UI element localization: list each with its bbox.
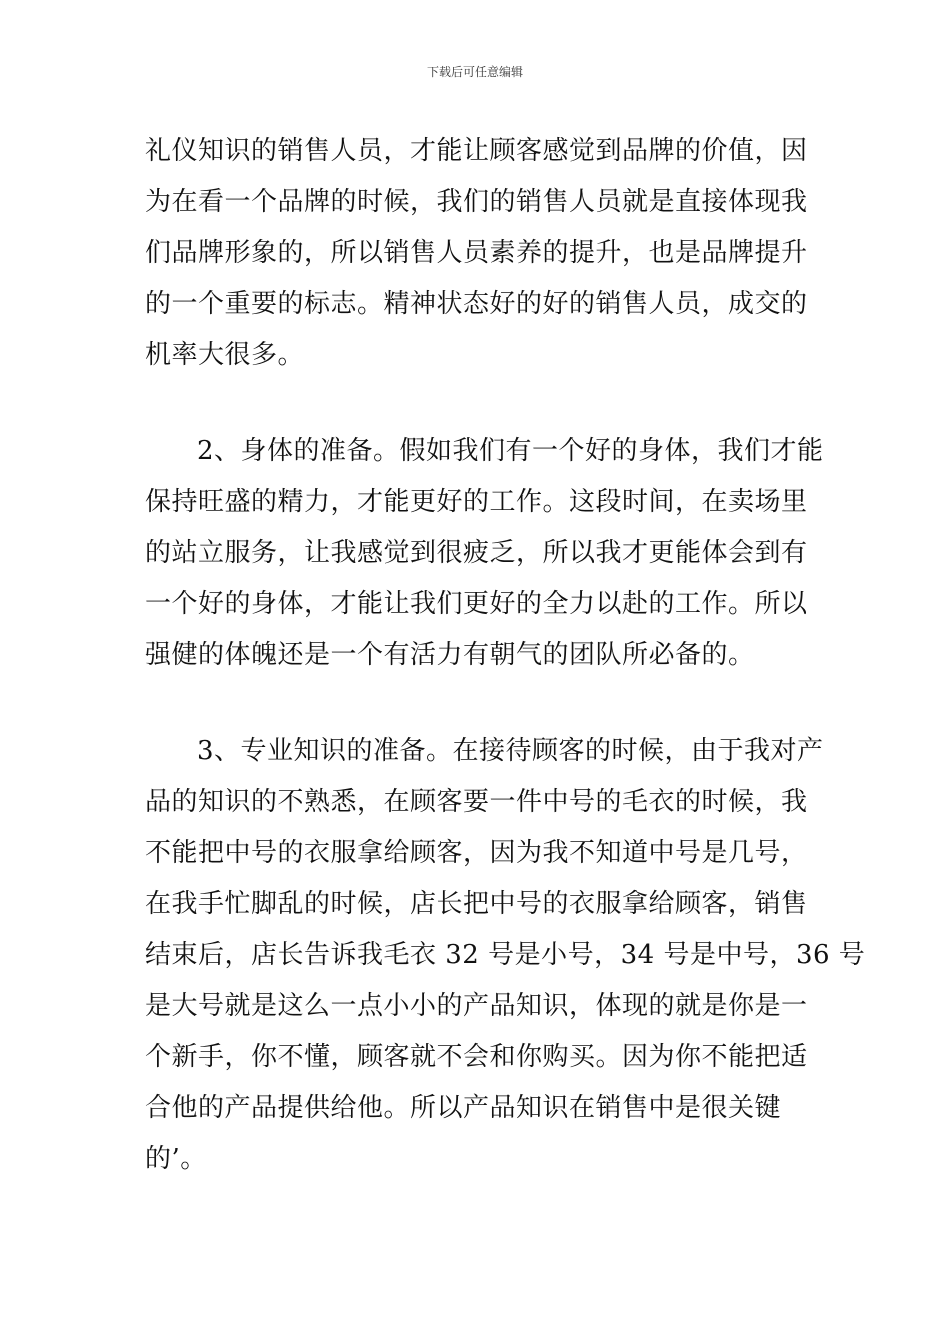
text-line: 结束后，店长告诉我毛衣 32 号是小号，34 号是中号，36 号 (145, 940, 866, 970)
paragraph-2 (145, 426, 824, 681)
paragraph-spacer (145, 681, 807, 726)
header-note: 下载后可任意编辑 (426, 65, 523, 79)
text-line: 个新手，你不懂，顾客就不会和你购买。因为你不能把适 (145, 1042, 808, 1072)
text-line: 3、专业知识的准备。在接待顾客的时候，由于我对产 (197, 736, 824, 766)
text-line: 一个好的身体，才能让我们更好的全力以赴的工作。所以 (145, 589, 808, 619)
text-line: 的一个重要的标志。精神状态好的好的销售人员，成交的 (145, 289, 808, 319)
text-line: 礼仪知识的销售人员，才能让顾客感觉到品牌的价值，因 (145, 136, 808, 166)
text-line: 的’。 (145, 1144, 207, 1174)
paragraph-3 (145, 726, 866, 1185)
text-line: 合他的产品提供给他。所以产品知识在销售中是很关键 (145, 1093, 782, 1123)
text-line: 机率大很多。 (145, 340, 305, 370)
text-line: 的站立服务，让我感觉到很疲乏，所以我才更能体会到有 (145, 538, 808, 568)
text-line: 2、身体的准备。假如我们有一个好的身体，我们才能 (197, 436, 824, 466)
text-line: 为在看一个品牌的时候，我们的销售人员就是直接体现我 (145, 187, 808, 217)
paragraph-1 (145, 126, 807, 381)
text-line: 品的知识的不熟悉，在顾客要一件中号的毛衣的时候，我 (145, 787, 808, 817)
document-body (145, 126, 866, 1185)
text-line: 是大号就是这么一点小小的产品知识，体现的就是你是一 (145, 991, 808, 1021)
text-line: 保持旺盛的精力，才能更好的工作。这段时间，在卖场里 (145, 487, 808, 517)
text-line: 不能把中号的衣服拿给顾客，因为我不知道中号是几号， (145, 838, 808, 868)
text-line: 们品牌形象的，所以销售人员素养的提升，也是品牌提升 (145, 238, 808, 268)
paragraph-spacer (145, 381, 807, 426)
text-line: 强健的体魄还是一个有活力有朝气的团队所必备的。 (145, 640, 755, 670)
text-line: 在我手忙脚乱的时候，店长把中号的衣服拿给顾客，销售 (145, 889, 808, 919)
